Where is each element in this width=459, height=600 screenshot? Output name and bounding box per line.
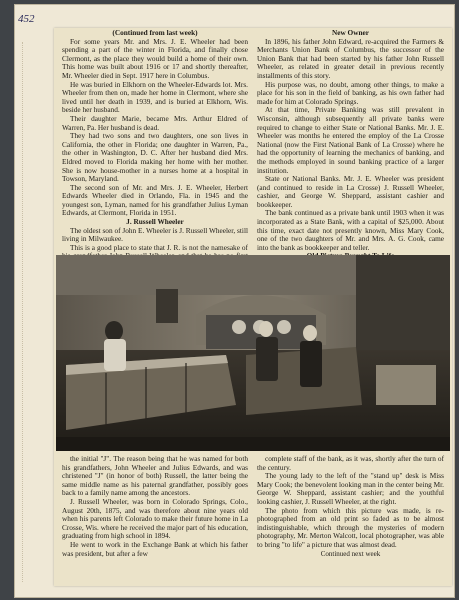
paragraph: Their daughter Marie, became Mrs. Arthur Eldred of Warren, Pa. Her husband is dead. (62, 113, 248, 132)
paragraph: The bank continued as a private bank until 1903 when it was incorporated as a State Bank, with a capital of $25,000. About this time, exact date not presently known, Miss Mary Cook, one of the two daughters of Mr. and Mrs. A. G. Cook, came into the bank as bookkeeper and teller. (257, 208, 444, 252)
paragraph: He went to work in the Exchange Bank at which his father was president, but after a few (62, 539, 248, 558)
paragraph: The oldest son of John E. Wheeler is J. Russell Wheeler, still living in Milwaukee. (62, 225, 248, 244)
paragraph: In 1896, his father John Edward, re-acquired the Farmers & Merchants Union Bank of Columbus, the successor of the Union Bank that had been started by his father John Russell Wheeler, as related in greater detail in previous recently installments of this story. (257, 36, 444, 80)
bank-interior-photo (56, 255, 450, 451)
page-number: 452 (18, 13, 35, 25)
newspaper-clipping (54, 28, 452, 586)
binding-edge (22, 42, 27, 582)
paragraph: At that time, Private Banking was still prevalent in Wisconsin, although subsequently all private banks were required to change to either State or National Banks. Mr. J. E. Wheeler was months he entered the employ of the La Crosse National (now the First National Bank of La Crosse) where he had the opportunity of learning the mechanics of banking, and the methods employed in sound banking practice of a larger institution. (257, 105, 444, 175)
section-heading-new-owner: New Owner (331, 28, 370, 37)
paragraph: This is a good place to state that J. R. is not the namesake of (70, 242, 248, 252)
column-left-bottom (62, 455, 248, 558)
paragraph: J. Russell Wheeler, was born in Colorado Springs, Colo., August 20th, 1875, and was therefore about nine years old when his parents left Colorado to make their future home in La Crosse, Wis. where he received the major part of his education, graduating from high school in 1894. (62, 496, 248, 541)
scrapbook-page (14, 4, 455, 598)
column-left-top (62, 29, 248, 270)
paragraph: The second son of Mr. and Mrs. J. E. Wheeler, Herbert Edwards Wheeler died in Orlando, Fla. in 1945 and the youngest son, Lyman, named for his grandfather Julius Lyman Edwards, at Clermont, Florida in 1951. (62, 182, 248, 218)
column-right-bottom (257, 455, 444, 558)
section-heading-russell: J. Russell Wheeler (126, 217, 184, 227)
continued-next-label: Continued next week (320, 549, 381, 558)
paragraph: the initial "J". The reason being that he was named for both his grandfathers, John Wheeler and Julius Edwards, and was christened "J" (in honor of both) Russell, the latter being the same middle name as his paternal grandfather, possibly goes back to a family name among the ancestors. (62, 454, 248, 498)
paragraph: The photo from which this picture was made, is re-photographed from an old print so faded as to be almost indistinguishable, which through the mysteries of modern photography, Mr. Merton Walcott, local photographer, was able to bring "to life" a picture that was almost dead. (257, 505, 444, 549)
paragraph: For some years Mr. and Mrs. J. E. Wheeler had been spending a part of the winter in Florida, and finally chose Clermont, as the place they would build a home of their own. This home was built about 1916 or 17 and shortly thereafter, Mr. Wheeler died in Sept. 1917 here in Columbus. (62, 36, 248, 80)
photo-illustration (56, 255, 450, 451)
paragraph: State or National Banks. Mr. J. E. Wheeler was president (and continued to reside in La Crosse) J. Russell Wheeler, cashier, and George W. Sheppard, assistant cashier and bookkeeper. (257, 174, 444, 209)
paragraph: complete staff of the bank, as it was, shortly after the turn of the century. (257, 454, 444, 472)
paragraph: The young lady to the left of the "stand up" desk is Miss Mary Cook; the benevolent looking man in the center being Mr. George W. Sheppard, assistant cashier; and the youthful looking cashier, J. Russell Wheeler, at the right. (257, 471, 444, 506)
column-right-top (257, 29, 444, 270)
continued-from-label: (Continued from last week) (112, 28, 198, 37)
paragraph: His purpose was, no doubt, among other things, to make a place for his son in the field of banking, as his own father had made for him at Colorado Springs. (257, 79, 444, 106)
paragraph: He was buried in Elkhorn on the Wheeler-Edwards lot. Mrs. Wheeler from then on, made her home in Clermont, where she lived until her death in 1939, and is buried at Elkhorn, Wis. beside her husband. (62, 79, 248, 115)
paragraph: They had two sons and two daughters, one son lives in California, the other in Florida; one daughter in Warren, Pa., the other in Washington, D. C. After her husband died Mrs. Eldred moved to Florida making her home with her mother. She is now house-mother in a nurses home at a hospital in Towson, Maryland. (62, 131, 248, 184)
